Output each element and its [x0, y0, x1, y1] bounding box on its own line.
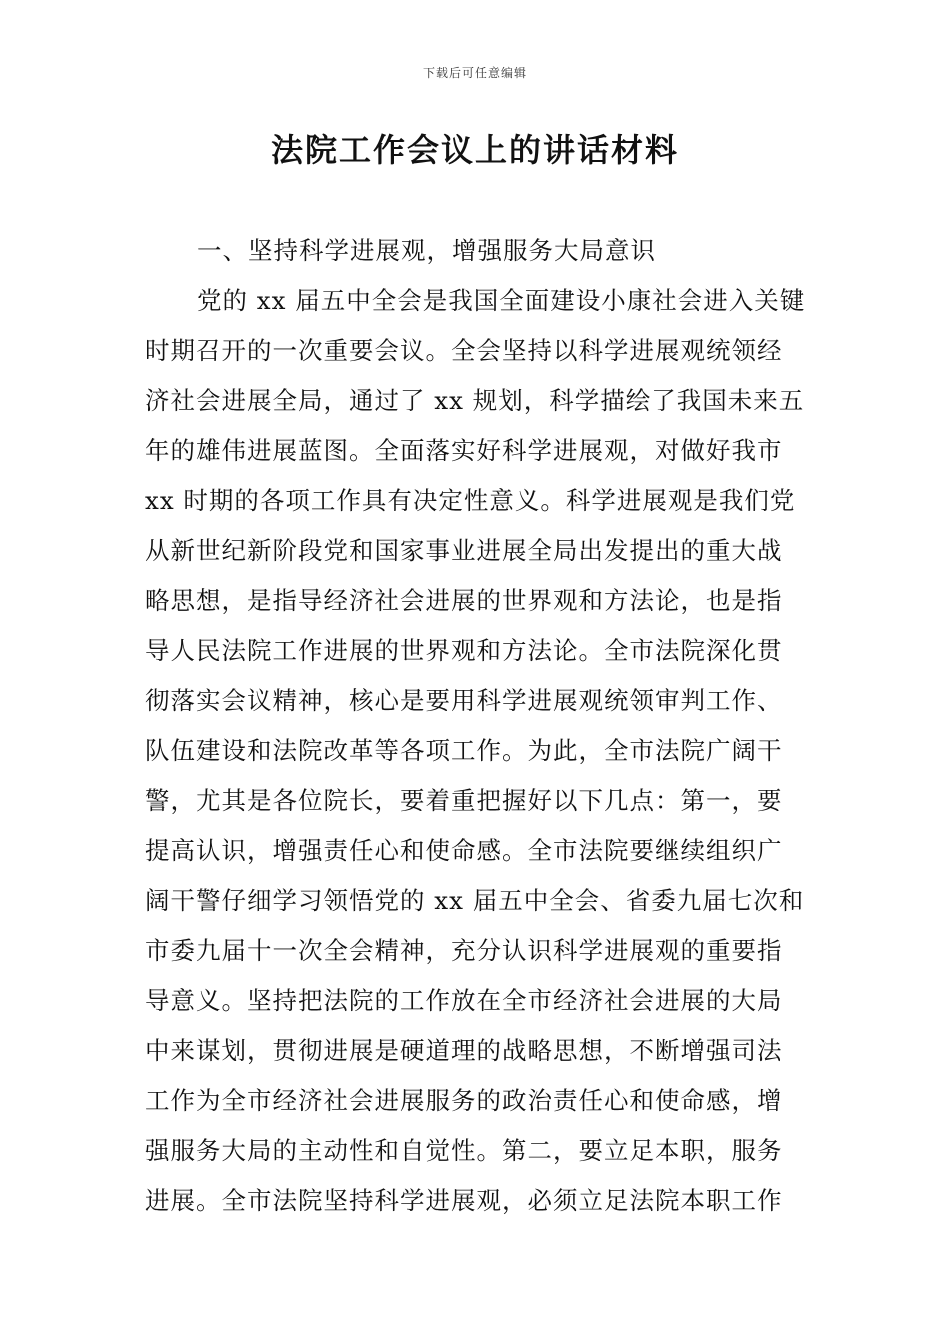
paragraph-line: 进展。全市法院坚持科学进展观，必须立足法院本职工作	[145, 1186, 783, 1215]
paragraph-line: 阔干警仔细学习领悟党的 xx 届五中全会、省委九届七次和	[145, 886, 805, 915]
paragraph-line: 导意义。坚持把法院的工作放在全市经济社会进展的大局	[145, 986, 783, 1015]
paragraph-line: 从新世纪新阶段党和国家事业进展全局出发提出的重大战	[145, 536, 783, 565]
document-title: 法院工作会议上的讲话材料	[270, 131, 679, 169]
header-note: 下载后可任意编辑	[422, 66, 527, 80]
paragraph-line: 强服务大局的主动性和自觉性。第二，要立足本职，服务	[145, 1136, 783, 1165]
paragraph-line: 市委九届十一次全会精神，充分认识科学进展观的重要指	[145, 936, 783, 965]
document-body	[145, 226, 807, 1226]
paragraph-line: 中来谋划，贯彻进展是硬道理的战略思想，不断增强司法	[145, 1036, 783, 1065]
paragraph-line: 提高认识，增强责任心和使命感。全市法院要继续组织广	[145, 836, 783, 865]
paragraph-line: 导人民法院工作进展的世界观和方法论。全市法院深化贯	[145, 636, 783, 665]
paragraph-line: 党的 xx 届五中全会是我国全面建设小康社会进入关键	[197, 286, 806, 315]
paragraph-line: 工作为全市经济社会进展服务的政治责任心和使命感，增	[145, 1086, 783, 1115]
paragraph-line: 济社会进展全局，通过了 xx 规划，科学描绘了我国未来五	[145, 386, 805, 415]
paragraph-line: 略思想，是指导经济社会进展的世界观和方法论，也是指	[145, 586, 783, 615]
paragraph-line: 警，尤其是各位院长，要着重把握好以下几点：第一，要	[145, 786, 783, 815]
paragraph-line: 时期召开的一次重要会议。全会坚持以科学进展观统领经	[145, 336, 783, 365]
paragraph-line: 队伍建设和法院改革等各项工作。为此，全市法院广阔干	[145, 736, 783, 765]
paragraph-line: 彻落实会议精神，核心是要用科学进展观统领审判工作、	[145, 686, 783, 715]
paragraph-line: 年的雄伟进展蓝图。全面落实好科学进展观，对做好我市	[145, 436, 783, 465]
section-heading: 一、坚持科学进展观，增强服务大局意识	[197, 236, 656, 265]
paragraph-line: xx 时期的各项工作具有决定性意义。科学进展观是我们党	[145, 486, 796, 515]
